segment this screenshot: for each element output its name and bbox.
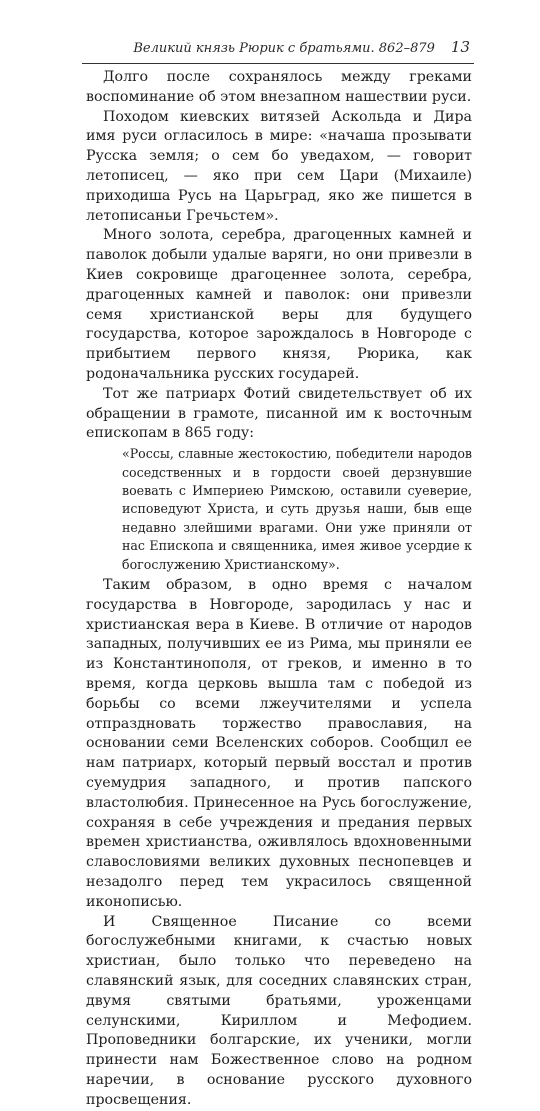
paragraph: Таким образом, в одно время с началом государства в Новгороде, зародилась у нас и христианская вера в Киеве. В отличие от народов западных, получивших ее из Рима, мы приняли ее из Константинополя, от греков, и именно в то время, когда церковь вышла там с победой из борьбы со всеми лжеучителями и успела отпраздновать торжество православия, на основании семи Вселенских соборов. Сообщил ее нам патриарх, который первый восстал и против суемудрия западного, и против папского властолюбия. Принесенное на Русь богослужение, сохраняя в себе учреждения и предания первых времен христианства, оживлялось вдохновенными славословиями великих духовных песнопевцев и незадолго перед тем украсилось священной иконописью. (86, 576, 472, 910)
paragraph: Походом киевских витязей Аскольда и Дира имя руси огласилось в мире: «начаша прозывати Русска земля; о сем бо уведахом, — говорит летописец, — яко при сем Цари (Михаиле) приходиша Русь на Царьград, яко же пишется в летописаньи Гречьстем». (86, 108, 472, 224)
paragraph: Тот же патриарх Фотий свидетельствует об их обращении в грамоте, писанной им к восточным епископам в 865 году: (86, 385, 472, 442)
paragraph: И Священное Писание со всеми богослужебными книгами, к счастью новых христиан, было только что переведено на славянский язык, для соседних славянских стран, двумя святыми братьями, уроженцами селунскими, Кириллом и Мефодием. Проповедники болгарские, их ученики, могли принести нам Божественное слово на родном наречии, в основание русского духовного просвещения. (86, 913, 472, 1108)
running-header-title: Великий князь Рюрик с братьями. 862–879 (133, 41, 435, 56)
quote-text: «Россы, славные жестокостию, победители народов соседственных и в гордости своей дерзнувшие воевать с Империею Римскою, оставили суеверие, исповедуют Христа, и суть друзья наши, быв еще недавно злейшими врагами. Они уже приняли от нас Епископа и священника, имея живое усердие к богослужению Христианскому». (122, 446, 472, 572)
page-number: 13 (450, 38, 470, 56)
running-header (82, 38, 470, 60)
header-rule (82, 63, 474, 64)
paragraph: Долго после сохранялось между греками воспоминание об этом внезапном нашествии руси. (86, 69, 472, 105)
body-text (86, 68, 472, 1111)
paragraph: Много золота, серебра, драгоценных камней и паволок добыли удалые варяги, но они привезли в Киев сокровище драгоценнее золота, серебра, драгоценных камней и паволок: они привезли семя христианской веры для будущего государства, которое зарождалось в Новгороде с прибытием первого князя, Рюрика, как родоначальника русских государей. (86, 227, 472, 382)
block-quote (86, 445, 472, 574)
